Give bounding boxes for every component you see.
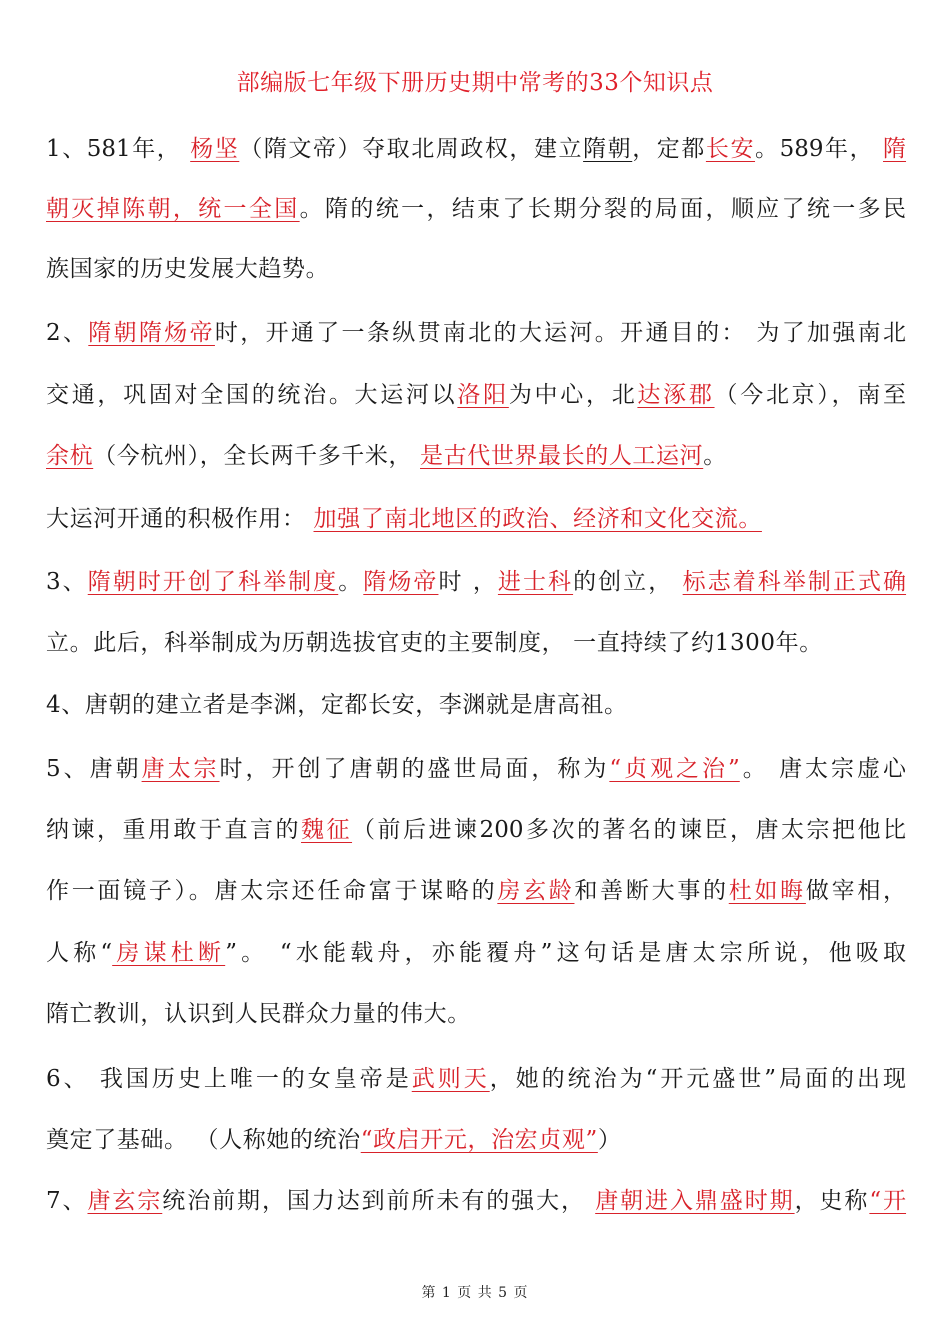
text-segment: 2、 [46,320,89,346]
highlighted-term: 魏征 [301,817,353,843]
text-segment: 6、 我国历史上唯一的女皇帝是 [46,1066,412,1092]
text-segment: 1、581年， [46,136,191,162]
text-line [46,567,906,597]
highlighted-term: 隋朝时开创了科举制度 [87,569,339,595]
text-line [46,254,906,284]
highlighted-term: 房谋杜断 [112,940,226,966]
text-segment: 5、唐朝 [46,756,142,782]
text-segment: ，史称 [794,1188,870,1214]
highlighted-term: “开 [869,1188,907,1214]
text-segment: 时，开创了唐朝的盛世局面，称为 [219,756,610,782]
text-segment: ） [597,1127,622,1153]
text-line [46,441,906,471]
highlighted-term: “贞观之治” [609,756,740,782]
highlighted-term: 杨坚 [190,136,240,162]
text-segment: 时 ， [438,569,498,595]
text-segment: 为中心，北 [508,382,638,408]
text-segment: （今杭州），全长两千多千米， [93,443,421,469]
text-segment: 纳谏，重用敢于直言的 [46,817,302,843]
text-line [46,318,906,348]
highlighted-term: 杜如晦 [728,878,806,904]
text-segment: 立。此后，科举制成为历朝选拔官吏的主要制度， 一直持续了约1300年。 [46,630,823,656]
highlighted-term: 长安 [705,136,756,162]
highlighted-term: 隋朝隋炀帝 [88,320,215,346]
text-segment: 3、 [46,569,88,595]
text-line [46,876,906,906]
highlighted-term: 进士科 [497,569,574,595]
text-line [46,754,906,784]
text-segment: 交通，巩固对全国的统治。大运河以 [46,382,458,408]
text-segment: 族国家的历史发展大趋势。 [46,256,330,282]
text-line [46,628,906,658]
highlighted-term: 余杭 [46,443,94,469]
text-segment: 。 唐太宗虚心 [739,756,907,782]
highlighted-term: 洛阳 [457,382,509,408]
text-line [46,1064,906,1094]
text-line [46,938,906,968]
text-segment: 7、 [46,1188,88,1214]
text-segment: 大运河开通的积极作用： [46,506,314,532]
text-segment: 时，开通了一条纵贯南北的大运河。开通目的： 为了加强南北 [214,320,907,346]
text-segment: 人称“ [46,940,113,966]
highlighted-term: 是古代世界最长的人工运河 [420,443,704,469]
highlighted-term: “政启开元，治宏贞观” [360,1127,598,1153]
text-segment: （前后进谏200多次的著名的谏臣，唐太宗把他比 [352,817,907,843]
highlighted-term: 唐玄宗 [87,1188,163,1214]
text-segment: 作一面镜子）。唐太宗还任命富于谋略的 [46,878,498,904]
text-segment: （今北京），南至 [714,382,907,408]
text-line [46,1125,906,1155]
text-segment: 隋亡教训，认识到人民群众力量的伟大。 [46,1001,471,1027]
highlighted-term: 加强了南北地区的政治、经济和文化交流。 [313,506,762,532]
highlighted-term: 隋炀帝 [363,569,439,595]
text-line [46,1186,906,1216]
text-segment: 。隋的统一，结束了长期分裂的局面，顺应了统一多民 [299,196,907,222]
text-segment: 。 [703,443,727,469]
text-line [46,999,906,1029]
text-line [46,194,906,224]
highlighted-term: 房玄龄 [497,878,575,904]
text-line [46,380,906,410]
highlighted-term: 唐太宗 [141,756,220,782]
text-segment: 奠定了基础。 （人称她的统治 [46,1127,361,1153]
text-segment: 做宰相， [805,878,907,904]
underlined-term: 隋朝 [583,136,633,162]
highlighted-term: 唐朝进入鼎盛时期 [595,1188,795,1214]
text-segment: 。589年， [755,136,884,162]
text-segment: ，她的统治为“开元盛世”局面的出现 [489,1066,906,1092]
highlighted-term: 达涿郡 [637,382,715,408]
highlighted-term: 朝灭掉陈朝，统一全国 [46,196,300,222]
text-segment: 统治前期，国力达到前所未有的强大， [162,1188,596,1214]
text-line [46,134,906,164]
text-segment: 的创立， [573,569,683,595]
page-footer: 第 1 页 共 5 页 [421,1285,529,1301]
text-line [46,690,906,720]
document-title: 部编版七年级下册历史期中常考的33个知识点 [236,70,714,96]
text-line [46,504,906,534]
highlighted-term: 武则天 [411,1066,490,1092]
text-segment: 和善断大事的 [574,878,729,904]
text-segment: 。 [338,569,364,595]
text-segment: 4、唐朝的建立者是李渊，定都长安，李渊就是唐高祖。 [46,692,628,718]
highlighted-term: 隋 [883,136,907,162]
text-segment: ，定都 [632,136,706,162]
text-line [46,815,906,845]
text-segment: ”。 “水能载舟，亦能覆舟”这句话是唐太宗所说，他吸取 [225,940,907,966]
highlighted-term: 标志着科举制正式确 [682,569,907,595]
text-segment: （隋文帝）夺取北周政权，建立 [239,136,584,162]
